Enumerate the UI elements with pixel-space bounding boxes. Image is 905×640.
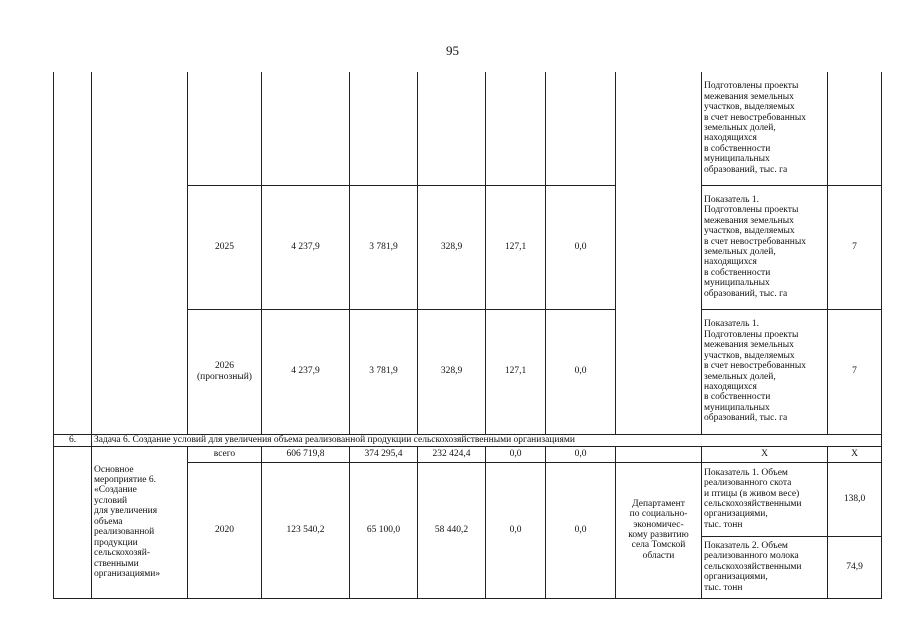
total-cell-empty	[262, 72, 350, 185]
task-title: Задача 6. Создание условий для увеличения объема реализованной продукции сельскохозяйственными организациями	[92, 434, 882, 446]
number-cell-empty	[54, 446, 92, 598]
year-cell: 2026 (прогнозный)	[188, 309, 262, 434]
indicator-value-cell: 138,0	[828, 462, 882, 536]
local-cell: 127,1	[486, 185, 546, 309]
total-cell: 4 237,9	[262, 185, 350, 309]
indicator-cell	[702, 72, 828, 185]
year-cell: 2020	[188, 462, 262, 598]
indicator-value-cell: 7	[828, 309, 882, 434]
indicator-value-cell	[828, 72, 882, 185]
indicator-text: Показатель 1. Подготовлены проекты межевания земельных участков, выделяемых в счет невостребованных земельных долей, находящихся в собственности муниципальных образований, тыс. га	[704, 194, 807, 299]
indicator-cell	[702, 309, 828, 434]
measure-cell-empty	[92, 72, 188, 434]
executor-cell-empty	[616, 446, 702, 462]
indicator-text: Показатель 1. Подготовлены проекты межевания земельных участков, выделяемых в счет невостребованных земельных долей, находящихся в собственности муниципальных образований, тыс. га	[704, 319, 807, 424]
indicator-cell: Х	[702, 446, 828, 462]
executor-cell-empty	[616, 72, 702, 434]
page-number: 95	[446, 43, 459, 58]
indicator-cell	[702, 462, 828, 536]
task-number: 6.	[54, 434, 92, 446]
measure-name: Основное мероприятие 6. «Создание условий для увеличения объема реализованной продукции сельскохозяй- ственными организациями»	[92, 446, 188, 598]
indicator-value-cell: 74,9	[828, 536, 882, 598]
table-row	[54, 446, 882, 462]
local-cell: 0,0	[486, 446, 546, 462]
regional-cell: 58 440,2	[418, 462, 486, 598]
total-cell: 123 540,2	[262, 462, 350, 598]
indicator-value-cell: Х	[828, 446, 882, 462]
total-cell: 4 237,9	[262, 309, 350, 434]
indicator-text: Подготовлены проекты межевания земельных участков, выделяемых в счет невостребованных земельных долей, находящихся в собственности муниципальных образований, тыс. га	[704, 81, 807, 175]
federal-cell: 374 295,4	[350, 446, 418, 462]
indicator-value-cell: 7	[828, 185, 882, 309]
total-cell: 606 719,8	[262, 446, 350, 462]
local-cell-empty	[486, 72, 546, 185]
federal-cell: 65 100,0	[350, 462, 418, 598]
indicator-cell	[702, 185, 828, 309]
task-row	[54, 434, 882, 446]
total-label-cell: всего	[188, 446, 262, 462]
indicator-cell	[702, 536, 828, 598]
indicator-text: Показатель 1. Объем реализованного скота и птицы (в живом весе) сельскохозяйственными организациями, тыс. тонн	[704, 467, 802, 530]
federal-cell: 3 781,9	[350, 309, 418, 434]
federal-cell: 3 781,9	[350, 185, 418, 309]
regional-cell: 328,9	[418, 309, 486, 434]
extra-cell: 0,0	[546, 462, 616, 598]
extra-cell-empty	[546, 72, 616, 185]
regional-cell: 232 424,4	[418, 446, 486, 462]
federal-cell-empty	[350, 72, 418, 185]
year-cell-empty	[188, 72, 262, 185]
local-cell: 0,0	[486, 462, 546, 598]
extra-cell: 0,0	[546, 309, 616, 434]
year-cell: 2025	[188, 185, 262, 309]
program-table	[53, 72, 882, 599]
executor-cell: Департамент по социально- экономичес- кому развитию села Томской области	[616, 462, 702, 598]
regional-cell-empty	[418, 72, 486, 185]
table-row	[54, 72, 882, 185]
local-cell: 127,1	[486, 309, 546, 434]
regional-cell: 328,9	[418, 185, 486, 309]
extra-cell: 0,0	[546, 185, 616, 309]
indicator-text: Показатель 2. Объем реализованного молока сельскохозяйственными организациями, тыс. тонн	[704, 540, 802, 593]
extra-cell: 0,0	[546, 446, 616, 462]
number-cell-empty	[54, 72, 92, 434]
